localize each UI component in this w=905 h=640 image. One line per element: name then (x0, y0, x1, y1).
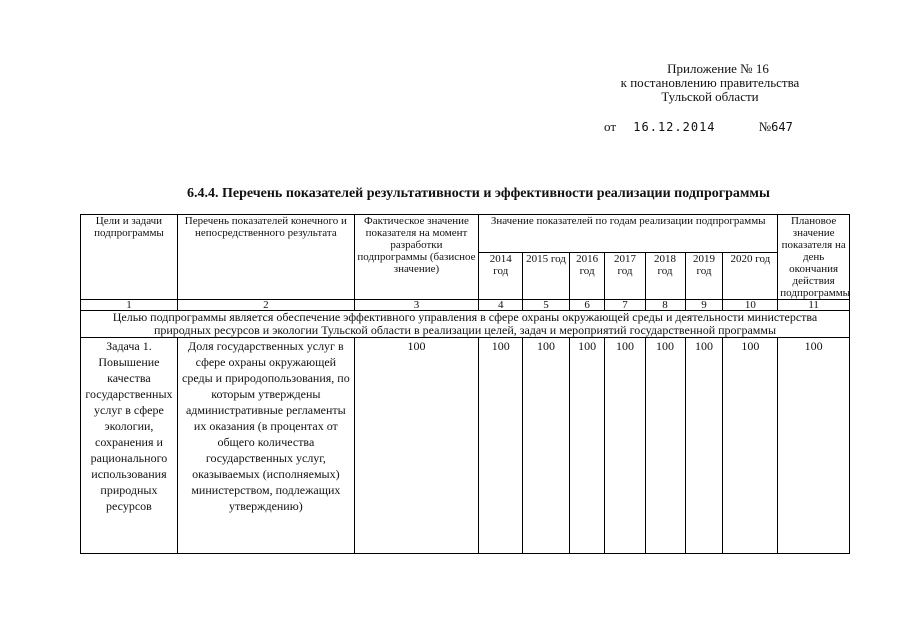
appendix-line-1: Приложение № 16 (667, 61, 769, 76)
appendix-header (560, 62, 860, 104)
order-prefix: от (604, 119, 617, 134)
header-year: 2015 год (523, 253, 569, 300)
header-planned: Плановое значение показателя на день окончания действия подпрограммы (778, 215, 850, 300)
column-number: 11 (778, 300, 850, 311)
header-by-years: Значение показателей по годам реализации подпрограммы (479, 215, 778, 253)
column-number-row (81, 300, 850, 311)
header-year: 2014 год (479, 253, 523, 300)
header-year: 2017 год (605, 253, 645, 300)
year-value-cell: 100 (723, 338, 778, 554)
column-number: 7 (605, 300, 645, 311)
year-value-cell: 100 (569, 338, 605, 554)
header-row-1 (81, 215, 850, 253)
base-value-cell: 100 (354, 338, 478, 554)
table-row (81, 338, 850, 554)
appendix-line-2: к постановлению правительства (620, 75, 800, 90)
order-number: 647 (771, 120, 793, 134)
column-number: 8 (645, 300, 685, 311)
header-year: 2019 год (685, 253, 723, 300)
year-value-cell: 100 (605, 338, 645, 554)
column-number: 6 (569, 300, 605, 311)
appendix-line-3: Тульской области (661, 89, 759, 104)
header-year: 2020 год (723, 253, 778, 300)
goal-row (81, 311, 850, 338)
task-cell: Задача 1. Повышение качества государственных услуг в сфере экологии, сохранения и рационального использования природных ресурсов (81, 338, 178, 554)
column-number: 1 (81, 300, 178, 311)
order-line (604, 119, 793, 135)
planned-value-cell: 100 (778, 338, 850, 554)
year-value-cell: 100 (479, 338, 523, 554)
header-actual: Фактическое значение показателя на момент разработки подпрограммы (базисное значение) (354, 215, 478, 300)
header-goals: Цели и задачи подпрограммы (81, 215, 178, 300)
indicator-cell: Доля государственных услуг в сфере охраны окружающей среды и природопользования, по которым утверждены административные регламенты их оказания (в процентах от общего количества государственных услуг, оказываемых (исполняемых) министерством, подлежащих утверждению) (177, 338, 354, 554)
order-number-label: № (758, 119, 772, 134)
column-number: 10 (723, 300, 778, 311)
column-number: 9 (685, 300, 723, 311)
order-date: 16.12.2014 (633, 120, 716, 134)
column-number: 2 (177, 300, 354, 311)
column-number: 4 (479, 300, 523, 311)
indicators-table (80, 214, 850, 554)
year-value-cell: 100 (523, 338, 569, 554)
column-number: 3 (354, 300, 478, 311)
header-year: 2018 год (645, 253, 685, 300)
year-value-cell: 100 (685, 338, 723, 554)
column-number: 5 (523, 300, 569, 311)
page-title: 6.4.4. Перечень показателей результативности и эффективности реализации подпрограммы (187, 186, 770, 201)
header-year: 2016 год (569, 253, 605, 300)
year-value-cell: 100 (645, 338, 685, 554)
goal-text: Целью подпрограммы является обеспечение эффективного управления в сфере охраны окружающей среды и деятельности министерства природных ресурсов и экологии Тульской области в реализации целей, задач и мероприятий государственной программы (81, 311, 850, 338)
header-indicators: Перечень показателей конечного и непосредственного результата (177, 215, 354, 300)
